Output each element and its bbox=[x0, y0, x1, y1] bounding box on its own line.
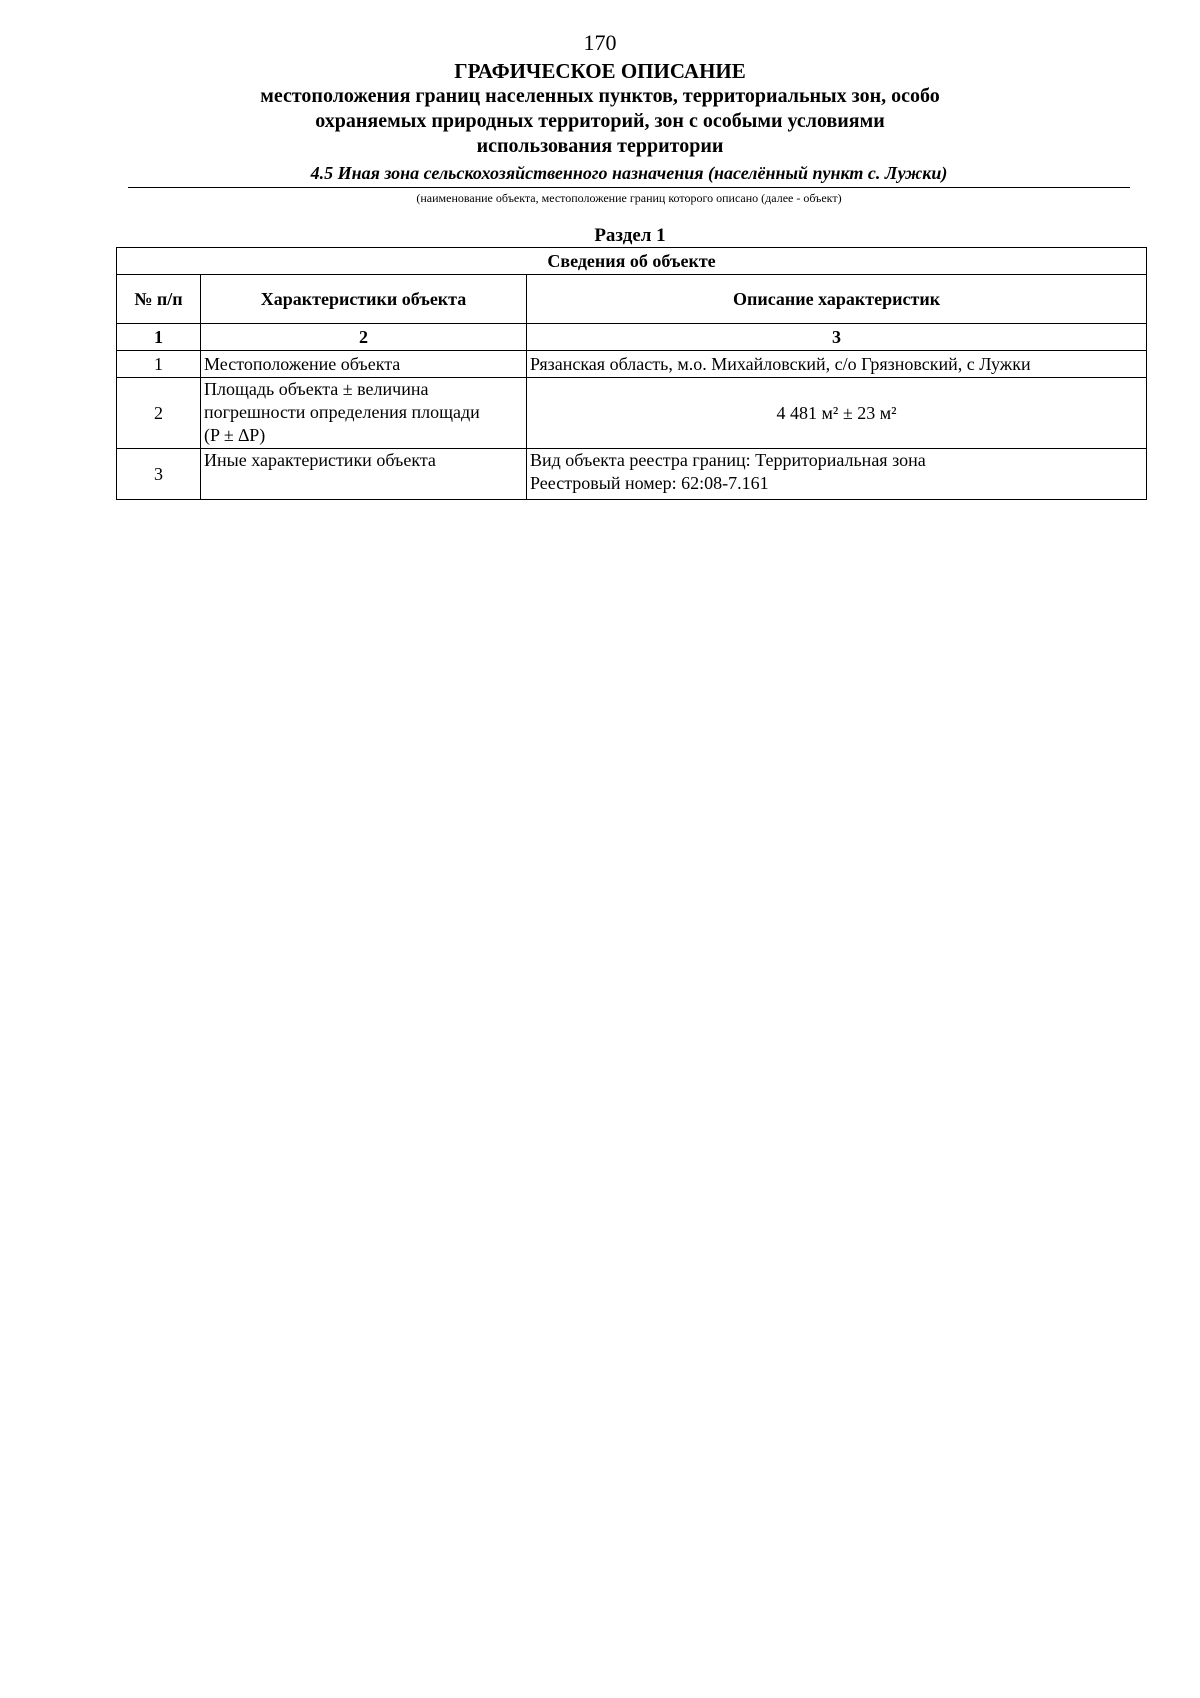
characteristic-name-line: (P ± ∆P) bbox=[204, 425, 266, 445]
row-number: 3 bbox=[117, 449, 201, 500]
document-subtitle: местоположения границ населенных пунктов, территориальных зон, особо охраняемых природных территорий, зон с особыми условиями использования территории bbox=[260, 85, 940, 157]
column-header-num: № п/п bbox=[117, 275, 201, 324]
table-index-row bbox=[117, 324, 1147, 351]
table-row bbox=[117, 449, 1147, 500]
column-index: 2 bbox=[201, 324, 527, 351]
characteristic-name-line: Площадь объекта ± величина bbox=[204, 379, 429, 399]
column-header-desc: Описание характеристик bbox=[527, 275, 1147, 324]
object-info-table bbox=[116, 247, 1147, 500]
object-name: 4.5 Иная зона сельскохозяйственного назначения (населённый пункт с. Лужки) bbox=[310, 163, 948, 183]
characteristic-name-line: погрешности определения площади bbox=[204, 402, 480, 422]
table-caption: Сведения об объекте bbox=[117, 248, 1147, 275]
characteristic-name: Местоположение объекта bbox=[201, 351, 527, 378]
table-header-row bbox=[117, 275, 1147, 324]
characteristic-name: Иные характеристики объекта bbox=[201, 449, 527, 500]
table-row bbox=[117, 351, 1147, 378]
table-row bbox=[117, 378, 1147, 449]
column-header-name: Характеристики объекта bbox=[201, 275, 527, 324]
characteristic-name bbox=[201, 378, 527, 449]
characteristic-value: 4 481 м² ± 23 м² bbox=[527, 378, 1147, 449]
table-caption-row bbox=[117, 248, 1147, 275]
column-index: 3 bbox=[527, 324, 1147, 351]
characteristic-value-line: Вид объекта реестра границ: Территориальная зона bbox=[530, 450, 926, 470]
row-number: 1 bbox=[117, 351, 201, 378]
characteristic-value-line: Реестровый номер: 62:08-7.161 bbox=[530, 473, 769, 493]
object-name-caption: (наименование объекта, местоположение границ которого описано (далее - объект) bbox=[416, 191, 842, 205]
document-title: ГРАФИЧЕСКОЕ ОПИСАНИЕ bbox=[454, 59, 746, 83]
characteristic-value: Рязанская область, м.о. Михайловский, с/о Грязновский, с Лужки bbox=[527, 351, 1147, 378]
column-index: 1 bbox=[117, 324, 201, 351]
row-number: 2 bbox=[117, 378, 201, 449]
object-name-underline bbox=[128, 187, 1130, 188]
characteristic-value bbox=[527, 449, 1147, 500]
page-number: 170 bbox=[583, 30, 617, 55]
section-title: Раздел 1 bbox=[594, 225, 666, 246]
